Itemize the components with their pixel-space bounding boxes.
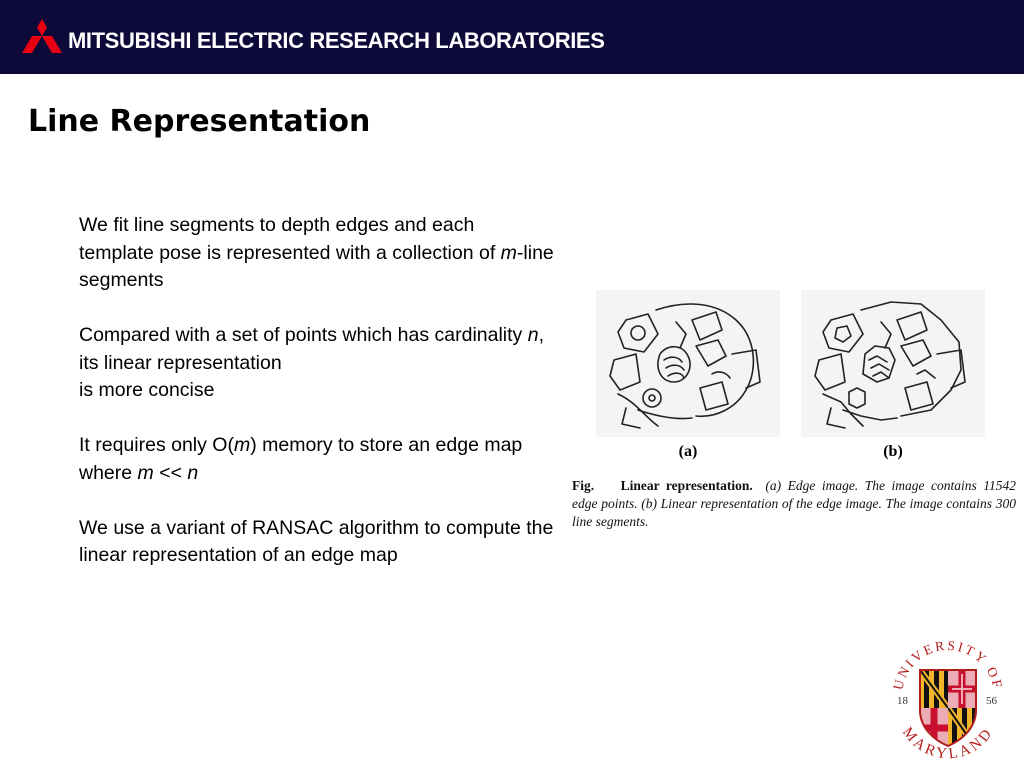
bullet-text: is more concise	[79, 379, 215, 401]
maryland-flag-shield	[920, 670, 976, 748]
company-name: MITSUBISHI ELECTRIC RESEARCH LABORATORIES	[68, 28, 605, 53]
caption-text: (a) Edge image. The image contains 11542 edge points. (b) Linear representation of the edge image. The image contains 300 line segments.	[572, 478, 1017, 529]
bullet-text: We use a variant of RANSAC algorithm to compute the linear representation of an edge map	[79, 516, 554, 566]
university-of-maryland-seal-icon	[880, 634, 1016, 768]
linear-representation-figure	[801, 290, 985, 437]
math-variable: m	[500, 241, 517, 264]
bullet-text: ) memory to store an edge map where	[79, 434, 523, 484]
seal-year-left: 18	[897, 695, 908, 707]
bullet-paragraph	[79, 212, 554, 295]
math-variable: m	[137, 461, 154, 484]
bullet-text: It requires only O(	[79, 434, 234, 456]
header-bar	[0, 0, 1024, 74]
seal-year-right: 56	[986, 695, 997, 707]
bullet-list	[79, 212, 554, 597]
bullet-paragraph	[79, 432, 554, 487]
math-variable: n	[527, 324, 539, 346]
mitsubishi-logo-icon	[22, 18, 62, 54]
figure-caption	[572, 477, 1016, 531]
math-variable: m	[233, 434, 251, 456]
math-variable: n	[187, 461, 199, 484]
bullet-paragraph	[79, 322, 554, 405]
bullet-text: <<	[153, 461, 188, 484]
slide-title: Line Representation	[28, 104, 371, 139]
edge-image-figure	[596, 290, 780, 437]
figure-label-b: (b)	[883, 443, 903, 460]
figure-label-a: (a)	[678, 443, 698, 460]
bullet-text: Compared with a set of points which has cardinality	[79, 324, 528, 346]
bullet-text: , its linear representation	[79, 324, 545, 374]
bullet-paragraph	[79, 515, 554, 570]
seal-bottom-text: MARYLAND	[899, 724, 997, 763]
bullet-text: We fit line segments to depth edges and each template pose is represented with a collection of	[79, 214, 501, 264]
caption-title: Linear representation.	[620, 478, 753, 493]
bullet-text: -line segments	[79, 241, 554, 291]
caption-fig-label: Fig.	[572, 478, 595, 493]
seal-top-text: UNIVERSITY OF	[890, 637, 1006, 692]
